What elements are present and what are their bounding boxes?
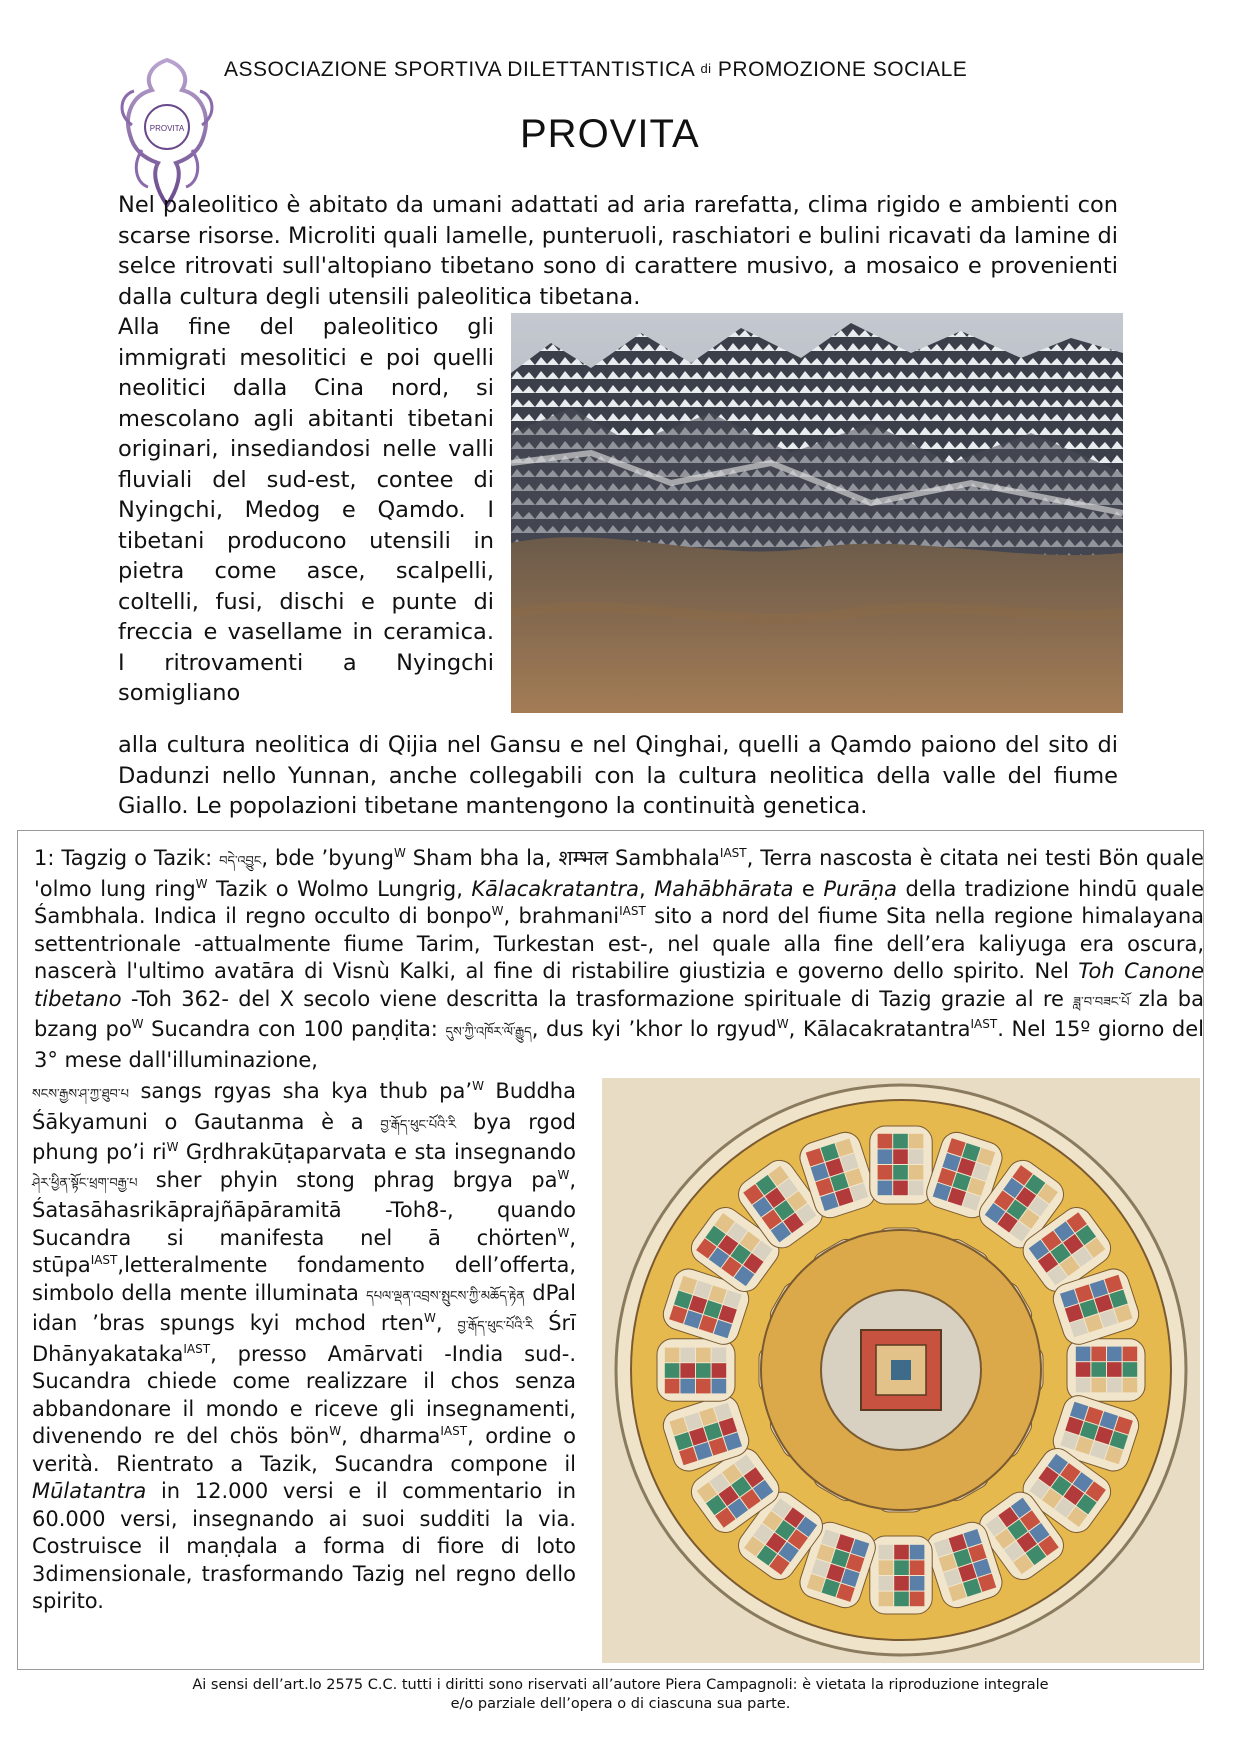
footnote-text-top: 1: Tagzig o Tazik: བདེ་འབྱུང, bde ’byung$^W$ Sham bha la, शम्भल Sambhala$^{IAST}$, Terra nascosta è citata nei testi Bön quale 'olmo lung ring$^W$ Tazik o Wolmo Lungrig, Kālacakratantra, Mahābhārata e Purāṇa della tradizione hindū quale Śambhala. Indica il regno occulto di bonpo$^W$, brahmani$^{IAST}$ sito a nord del fiume Sita nella regione himalayana settentrionale -attualmente fiume Tarim, Turkestan est-, nel quale alla fine dell’era kaliyuga era oscura, nascerà l'ultimo avatāra di Visnù Kalki, al fine di ristabilire giustizia e governo dello spirito. Nel Toh Canone tibetano -Toh 362- del X secolo viene descritta la trasformazione spirituale di Tazig grazie al re ཟླ་བ་བཟང་པོ zla ba bzang $po^W$ Sucandra con 100 paṇḍita: དུས་ཀྱི་འཁོར་ལོ་རྒྱུད, dus kyi ’khor lo rgyud$^W$, Kālacakratantra$^{IAST}$. Nel 15º giorno del 3° mese dall'illuminazione, (34, 846, 1204, 1072)
association-name: ASSOCIAZIONE SPORTIVA DILETTANTISTICA di PROMOZIONE SOCIALE (224, 58, 968, 81)
kalachakra-mandala-image (602, 1078, 1200, 1663)
tibetan-plateau-photo (511, 313, 1123, 713)
intro-paragraph: Nel paleolitico è abitato da umani adattati ad aria rarefatta, clima rigido e ambienti con scarse risorse. Microliti quali lamelle, punteruoli, raschiatori e bulini ricavati da lamine di selce ritrovati sull'altopiano tibetano sono di carattere musivo, a mosaico e provenienti dalla cultura degli utensili paleolitica tibetana. (118, 192, 1118, 310)
side-paragraph: Alla fine del paleolitico gli immigrati mesolitici e poi quelli neolitici dalla Cina nord, si mescolano agli abitanti tibetani originari, insediandosi nelle valli fluviali del sud-est, contee di Nyingchi, Medog e Qamdo. I tibetani producono utensili in pietra come asce, scalpelli, coltelli, fusi, dischi e punte di freccia e vasellame in ceramica. I ritrovamenti a Nyingchi somigliano (118, 314, 494, 706)
page-title: PROVITA (520, 112, 700, 156)
copyright-footer: Ai sensi dell’art.lo 2575 C.C. tutti i diritti sono riservati all’autore Piera Campagnoli: è vietata la riproduzione integrale e/o parziale dell’opera o di ciascuna sua parte. (192, 1677, 1049, 1712)
after-paragraph: alla cultura neolitica di Qijia nel Gansu e nel Qinghai, quelli a Qamdo paiono del sito di Dadunzi nello Yunnan, anche collegabili con la cultura neolitica della valle del fiume Giallo. Le popolazioni tibetane mantengono la continuità genetica. (118, 732, 1118, 819)
svg-text:PROVITA: PROVITA (149, 124, 185, 133)
footnote-text-side: སངས་རྒྱས་ཤ་ཀྱ་ཐུབ་པ sangs rgyas sha kya thub pa’$^W$ Buddha Śākyamuni o Gautanma è a བྱ་རྒོད་ཕུང་པོའི་རི bya rgod phung po’i $ri^W$ Gṛdhrakūṭaparvata e sta insegnando ཤེར་ཕྱིན་སྟོང་ཕྲག་བརྒྱ་པ sher phyin stong phrag brgya $pa^W$, Śatasāhasrikāprajñāpāramitā -Toh8-, quando Sucandra si manifesta nel ā chörten$^W$, stūpa$^{IAST}$,letteralmente fondamento dell’offerta, simbolo della mente illuminata དཔལ་ལྡན་འབྲས་སྤུངས་ཀྱི་མཆོད་རྟེན dPal idan ’bras spungs kyi mchod rten$^W$, བྱ་རྒོད་ཕུང་པོའི་རི Śrī Dhānyakataka$^{IAST}$, presso Amārvati -India sud-. Sucandra chiede come realizzare il chos senza abbandonare il mondo e riceve gli insegnamenti, divenendo re del chös bön$^W$, dharma$^{IAST}$, ordine o verità. Rientrato a Tazik, Sucandra compone il Mūlatantra in 12.000 versi e il commentario in 60.000 versi, insegnando ai suoi sudditi la via. Costruisce il maṇḍala a forma di fiore di loto 3dimensionale, trasformando Tazig nel regno dello spirito. (32, 1079, 577, 1613)
